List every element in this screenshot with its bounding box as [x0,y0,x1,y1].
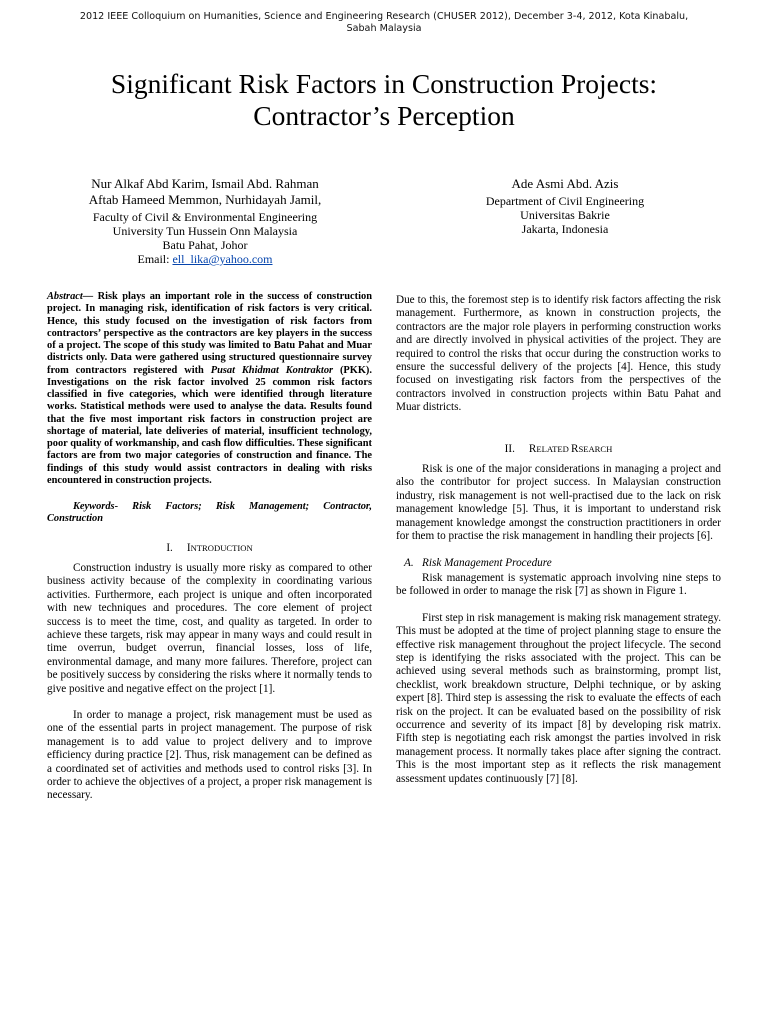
section-heading-related: II. RELATED RSEARCH [504,442,613,455]
right-column [396,294,721,786]
author-block-right [400,176,730,236]
subsection-title: Risk Management Procedure [422,556,552,569]
subsection-label: A. [404,556,414,569]
affiliation-right-3: Jakarta, Indonesia [521,222,609,236]
affiliation-right-1: Department of Civil Engineering [485,194,645,208]
paper-title [20,68,748,132]
conference-header [30,11,738,35]
author-names-2: Aftab Hameed Memmon, Nurhidayah Jamil, [88,192,322,207]
related-paragraph-1: Risk is one of the major considerations in managing a project and also the contributor for project success. In Malaysian construction industry, risk management is not well-practised due to the lack on risk management knowledge [5]. Thus, it is important to understand risk management knowledge amongst the construction practitioners in order for them to practise the risk management in handling their projects [6]. [396,463,721,543]
abstract [47,291,372,487]
intro-paragraph-2: In order to manage a project, risk management must be used as one of the essential parts in project management. The purpose of risk management is to add value to project delivery and to improve efficiency during practice [2]. Thus, risk management can be defined as a coordinated set of activities and methods used to control risks [3]. In order to achieve the objectives of a project, a proper risk management is necessary. [47,708,372,802]
affiliation-line-1: Faculty of Civil & Environmental Engineering [92,210,318,224]
section-number: I. [166,541,173,554]
procedure-paragraph-1: Risk management is systematic approach involving nine steps to be followed in order to manage the risk [7] as shown in Figure 1. [396,571,721,598]
procedure-paragraph-2: First step in risk management is making risk management strategy. This must be adopted at the time of project planning stage to ensure the effective risk management throughout the project lifecycle. The second step is identifying the risks associated with the project. This can be achieved using several methods such as brainstorming, prompt list, checklist, work breakdown structure, Delphi technique, or by asking expert [8]. Third step is assessing the risk to evaluate the effects of each risk on the project. It can be evaluated based on the possibility of risk occurrence and severity of its impact [8] by developing risk matrix. Fifth step is negotiating each risk amongst the parties involved in risk management process. It normally takes place after signing the contract. This is the most important step as it reflects the risk management assessment updates continuously [7] [8]. [396,611,721,785]
abstract-label: Abstract— [47,291,94,302]
author-names-right: Ade Asmi Abd. Azis [511,176,619,191]
email-link[interactable]: ell_lika@yahoo.com [172,252,273,266]
conference-line-1: 2012 IEEE Colloquium on Humanities, Science and Engineering Research (CHUSER 2012), December 3-4, 2012, Kota Kinabalu, [79,11,689,22]
affiliation-right-2: Universitas Bakrie [520,208,610,222]
author-names-1: Nur Alkaf Abd Karim, Ismail Abd. Rahman [91,176,319,191]
email-line [40,252,370,266]
keywords: Keywords- Risk Factors; Risk Management; Contractor, Construction [47,501,372,525]
section-number: II. [504,442,515,455]
conference-line-2: Sabah Malaysia [346,23,422,34]
right-intro-paragraph: Due to this, the foremost step is to identify risk factors affecting the risk management. Furthermore, as known in construction projects, the contractors are the major role players in performing construction works and are directly involved in physical activities of the project. They are required to control the risks that occur during the construction works to ensure the successful delivery of the projects [4]. Hence, this study focused on investigating risk factors from the perspectives of the contractors involved in construction projects within Batu Pahat and Muar districts. [396,294,721,414]
email-label: Email: [137,252,173,266]
affiliation-line-2: University Tun Hussein Onn Malaysia [112,224,298,238]
title-line-2: Contractor’s Perception [253,100,515,131]
abstract-text-1: Risk plays an important role in the success of construction project. In managing risk, identification of risk factors is very critical. Hence, this study focused on the investigation of risk factors from contractors’ perspective as the contractors are key players in the success of a project. The scope of this study was limited to Batu Pahat and Muar districts only. Data were gathered using structured questionnaire survey from contractors registered with [47,291,372,376]
left-column [47,291,372,803]
abstract-text-2: (PKK). Investigations on the risk factor involved 25 common risk factors classified in five categories, which were identified through literature works. Statistical methods were used to analyse the data. Results found that the five most important risk factors in construction project are shortage of material, late deliveries of material, insufficient technology, poor quality of workmanship, and cash flow difficulties. These significant factors are from two major categories of construction and finance. The findings of this study would assist contractors in dealing with risks encountered in construction projects. [47,364,372,486]
subsection-heading-a [404,557,721,570]
abstract-org: Pusat Khidmat Kontraktor [210,364,334,376]
author-block-left [40,176,370,266]
intro-paragraph-1: Construction industry is usually more risky as compared to other business activity because of the complexity in coordinating various activities. Furthermore, each project is unique and often incorporated with new techniques and procedures. The core element of project success is to meet the time, cost, and quality as targeted. In order to achieve these targets, risk may appear in many ways and could result in time overrun, budget overrun, financial losses, loss of life, environmental damage, and many more failures. Therefore, project can be positively success by considering the risks where it normally tends to give positive and negative effect on the project [1]. [47,561,372,695]
section-heading-introduction: I. INTRODUCTION [166,541,253,554]
affiliation-line-3: Batu Pahat, Johor [162,238,248,252]
title-line-1: Significant Risk Factors in Construction Projects: [110,68,658,99]
